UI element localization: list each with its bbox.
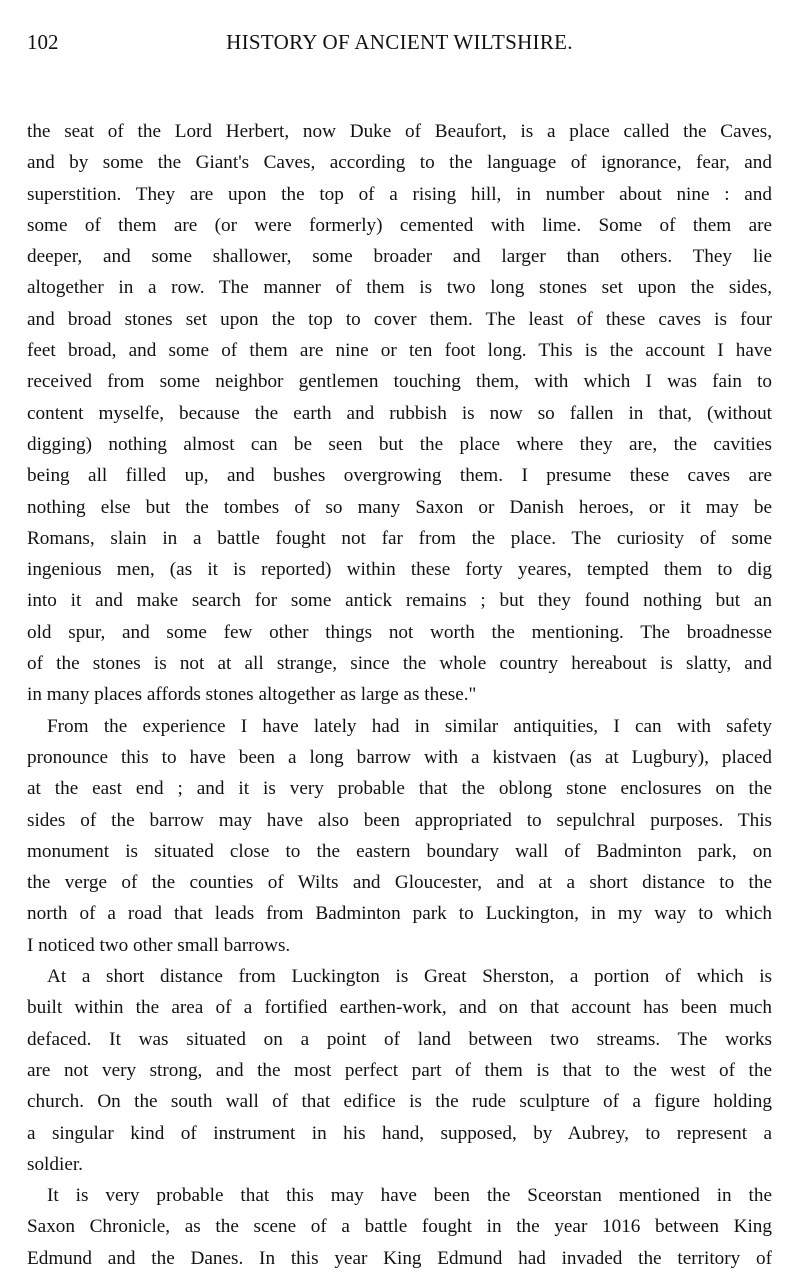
text-line: north of a road that leads from Badminton park to Luckington, in my way to which	[27, 903, 772, 925]
page-number: 102	[27, 30, 59, 54]
text-line: digging) nothing almost can be seen but the place where they are, the cavities	[27, 433, 772, 455]
text-line: received from some neighbor gentlemen touching them, with which I was fain to	[27, 371, 772, 393]
body-text	[27, 116, 772, 1274]
text-line: pronounce this to have been a long barrow with a kistvaen (as at Lugbury), placed	[27, 746, 772, 768]
text-line: From the experience I have lately had in similar antiquities, I can with safety	[47, 715, 772, 737]
text-line: content myselfe, because the earth and rubbish is now so fallen in that, (without	[27, 402, 772, 424]
text-line: sides of the barrow may have also been appropriated to sepulchral purposes. This	[27, 809, 772, 831]
running-header	[27, 30, 772, 60]
text-line: I noticed two other small barrows.	[27, 934, 291, 956]
text-line: into it and make search for some antick remains ; but they found nothing but an	[27, 590, 772, 612]
text-line: and by some the Giant's Caves, according to the language of ignorance, fear, and	[27, 152, 772, 174]
text-line: in many places affords stones altogether as large as these."	[27, 684, 477, 706]
text-line: feet broad, and some of them are nine or ten foot long. This is the account I have	[27, 340, 772, 362]
text-line: soldier.	[27, 1153, 83, 1175]
text-line: are not very strong, and the most perfect part of them is that to the west of the	[27, 1059, 772, 1081]
text-line: church. On the south wall of that edifice is the rude sculpture of a figure holding	[27, 1091, 772, 1113]
text-line: deeper, and some shallower, some broader and larger than others. They lie	[27, 246, 772, 268]
text-line: Edmund and the Danes. In this year King Edmund had invaded the territory of	[27, 1247, 772, 1269]
text-line: and broad stones set upon the top to cover them. The least of these caves is four	[27, 308, 772, 330]
text-line: some of them are (or were formerly) cemented with lime. Some of them are	[27, 214, 772, 236]
text-line: at the east end ; and it is very probable that the oblong stone enclosures on the	[27, 778, 772, 800]
text-line: At a short distance from Luckington is Great Sherston, a portion of which is	[47, 966, 772, 988]
running-title: HISTORY OF ANCIENT WILTSHIRE.	[226, 30, 573, 54]
text-line: old spur, and some few other things not worth the mentioning. The broadnesse	[27, 621, 772, 643]
text-line: nothing else but the tombes of so many Saxon or Danish heroes, or it may be	[27, 496, 772, 518]
text-line: built within the area of a fortified earthen-work, and on that account has been much	[27, 997, 772, 1019]
text-line: monument is situated close to the eastern boundary wall of Badminton park, on	[27, 840, 772, 862]
text-line: Romans, slain in a battle fought not far from the place. The curiosity of some	[27, 527, 772, 549]
text-line: ingenious men, (as it is reported) within these forty yeares, tempted them to dig	[27, 559, 772, 581]
text-line: It is very probable that this may have been the Sceorstan mentioned in the	[47, 1185, 772, 1207]
text-line: being all filled up, and bushes overgrowing them. I presume these caves are	[27, 465, 772, 487]
text-line: superstition. They are upon the top of a rising hill, in number about nine : and	[27, 183, 772, 205]
text-line: of the stones is not at all strange, since the whole country hereabout is slatty, and	[27, 653, 772, 675]
text-line: defaced. It was situated on a point of land between two streams. The works	[27, 1028, 772, 1050]
text-line: Saxon Chronicle, as the scene of a battle fought in the year 1016 between King	[27, 1216, 772, 1238]
text-line: a singular kind of instrument in his hand, supposed, by Aubrey, to represent a	[27, 1122, 772, 1144]
text-line: the seat of the Lord Herbert, now Duke of Beaufort, is a place called the Caves,	[27, 121, 772, 142]
text-line: the verge of the counties of Wilts and Gloucester, and at a short distance to the	[27, 872, 772, 894]
text-line: altogether in a row. The manner of them is two long stones set upon the sides,	[27, 277, 772, 299]
